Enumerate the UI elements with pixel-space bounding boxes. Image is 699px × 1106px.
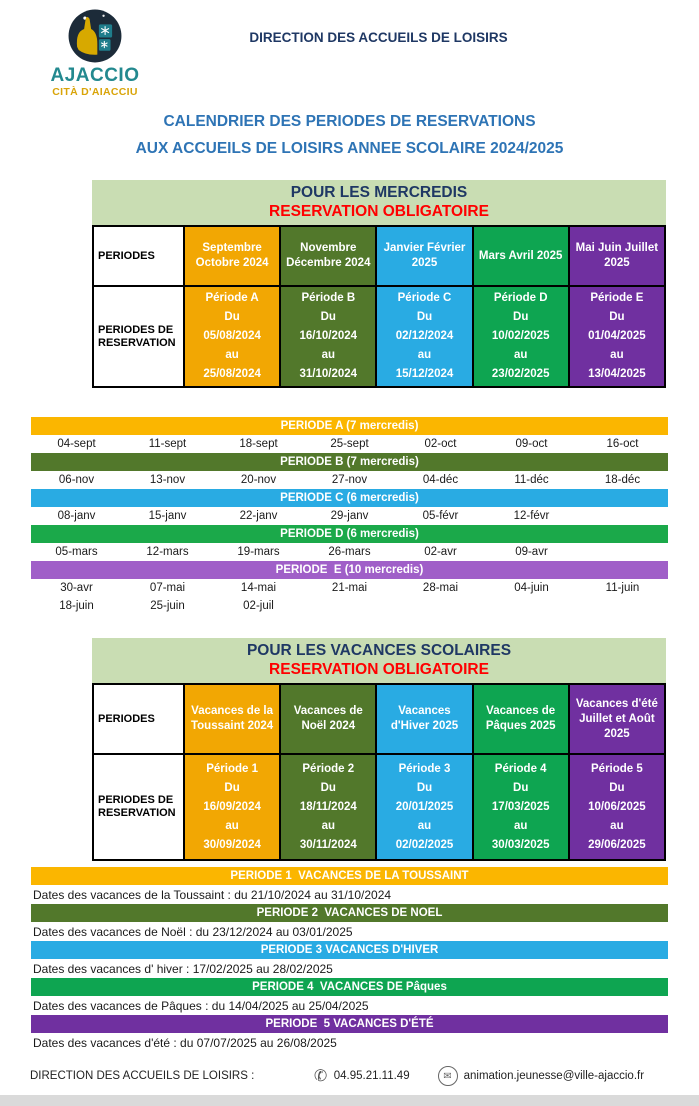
reservation-period-cell: [377, 287, 473, 388]
period-header-cell: Janvier Février 2025: [377, 227, 473, 287]
mercredis-subtitle: RESERVATION OBLIGATOIRE: [269, 203, 489, 220]
logo-city-subtitle: CITÀ D'AIACCIU: [52, 85, 138, 98]
period-end-date: 29/06/2025: [588, 838, 646, 851]
mercredis-table: [92, 225, 666, 388]
period-header-cell: Vacances d'Hiver 2025: [377, 685, 473, 755]
period-header-cell: Novembre Décembre 2024: [281, 227, 377, 287]
du-label: Du: [320, 311, 336, 323]
footer-label: DIRECTION DES ACCUEILS DE LOISIRS :: [30, 1070, 255, 1082]
schedule-date: 11-juin: [605, 582, 640, 594]
dates-row: [31, 597, 668, 615]
schedule-date: 29-janv: [330, 510, 369, 522]
au-label: au: [513, 349, 528, 361]
footer-phone-number: 04.95.21.11.49: [333, 1070, 410, 1082]
schedule-date: 04-juin: [514, 582, 549, 594]
schedule-date: 15-janv: [148, 510, 187, 522]
du-label: Du: [609, 781, 625, 794]
main-title-line2: AUX ACCUEILS DE LOISIRS ANNEE SCOLAIRE 2024/2025: [135, 140, 564, 157]
schedule-date: 05-mars: [55, 546, 98, 558]
schedule-date: 09-avr: [515, 546, 548, 558]
vacation-dates-text: Dates des vacances d'été : du 07/07/2025 au 26/08/2025: [33, 1035, 337, 1050]
au-label: au: [417, 819, 432, 832]
period-header-cell: Vacances de Noël 2024: [281, 685, 377, 755]
schedule-date: 09-oct: [515, 438, 548, 450]
period-band: PERIODE 4 VACANCES DE Pâques: [31, 978, 668, 996]
table-row-label: PERIODES: [94, 227, 185, 287]
period-name: Période C: [397, 292, 452, 304]
period-band: PERIODE A (7 mercredis): [31, 417, 668, 435]
du-label: Du: [224, 311, 240, 323]
period-start-date: 17/03/2025: [491, 800, 550, 813]
period-band: PERIODE 3 VACANCES D'HIVER: [31, 941, 668, 959]
period-header-cell: Vacances de la Toussaint 2024: [185, 685, 281, 755]
schedule-date: 28-mai: [422, 582, 459, 594]
period-start-date: 18/11/2024: [299, 800, 357, 813]
vacation-dates-text: Dates des vacances d' hiver : 17/02/2025 au 28/02/2025: [33, 961, 333, 976]
vacation-dates-text: Dates des vacances de la Toussaint : du 21/10/2024 au 31/10/2024: [33, 887, 392, 902]
period-start-date: 02/12/2024: [395, 330, 454, 342]
du-label: Du: [416, 311, 433, 323]
period-header-cell: Vacances d'été Juillet et Août 2025: [570, 685, 666, 755]
vacation-details: [31, 867, 668, 1052]
table-row-label: PERIODES: [94, 685, 185, 755]
schedule-date: 16-oct: [606, 438, 639, 450]
schedule-date: 26-mars: [328, 546, 371, 558]
footer-phone-group: [314, 1066, 409, 1086]
period-band: PERIODE 5 VACANCES D'ÉTÉ: [31, 1015, 668, 1033]
period-start-date: 20/01/2025: [395, 800, 454, 813]
period-band: PERIODE E (10 mercredis): [31, 561, 668, 579]
footer-mail-group: [438, 1066, 644, 1086]
reservation-period-cell: [570, 755, 666, 861]
schedule-date: 11-sept: [148, 438, 187, 450]
period-band: PERIODE C (6 mercredis): [31, 489, 668, 507]
schedule-date: 07-mai: [149, 582, 186, 594]
period-name: Période 4: [494, 762, 547, 775]
period-start-date: 01/04/2025: [588, 330, 646, 342]
period-name: Période 2: [302, 762, 355, 775]
city-logo-block: [40, 8, 150, 98]
period-header-cell: Vacances de Pâques 2025: [474, 685, 570, 755]
footer: [30, 1066, 679, 1086]
phone-icon: ✆: [313, 1066, 330, 1087]
reservation-period-cell: [281, 287, 377, 388]
logo-city-name: AJACCIO: [50, 65, 140, 86]
period-name: Période E: [590, 292, 644, 304]
period-end-date: 23/02/2025: [491, 368, 550, 380]
au-label: au: [225, 349, 239, 361]
reservation-period-cell: [377, 755, 473, 861]
wednesday-schedule: [31, 417, 668, 615]
dates-row: [31, 471, 668, 489]
period-band: PERIODE B (7 mercredis): [31, 453, 668, 471]
period-end-date: 15/12/2024: [395, 368, 454, 380]
table-row-label: PERIODES DE RESERVATION: [94, 755, 185, 861]
au-label: au: [321, 819, 335, 832]
vacation-dates-text: Dates des vacances de Noël : du 23/12/2024 au 03/01/2025: [33, 924, 353, 939]
period-name: Période 1: [206, 762, 258, 775]
du-label: Du: [320, 781, 336, 794]
schedule-date: 14-mai: [240, 582, 277, 594]
period-end-date: 30/09/2024: [203, 838, 261, 851]
schedule-date: 27-nov: [331, 474, 368, 486]
schedule-date: 21-mai: [331, 582, 368, 594]
reservation-period-cell: [185, 287, 281, 388]
mail-icon: [438, 1066, 458, 1086]
schedule-date: 20-nov: [240, 474, 277, 486]
schedule-date: 08-janv: [57, 510, 96, 522]
vacation-dates-text: Dates des vacances de Pâques : du 14/04/2025 au 25/04/2025: [33, 998, 369, 1013]
section-vacances: [92, 638, 666, 861]
schedule-date: 02-oct: [424, 438, 457, 450]
schedule-date: 04-déc: [422, 474, 459, 486]
schedule-date: 12-févr: [513, 510, 550, 522]
dates-row: [31, 507, 668, 525]
period-start-date: 10/02/2025: [491, 330, 550, 342]
vacances-title: POUR LES VACANCES SCOLAIRES: [246, 642, 512, 659]
period-end-date: 31/10/2024: [299, 368, 358, 380]
dates-row: [31, 435, 668, 453]
schedule-date: 02-avr: [424, 546, 457, 558]
period-band: PERIODE 1 VACANCES DE LA TOUSSAINT: [31, 867, 668, 885]
footer-email: animation.jeunesse@ville-ajaccio.fr: [463, 1070, 645, 1082]
period-band: PERIODE D (6 mercredis): [31, 525, 668, 543]
vacances-subtitle: RESERVATION OBLIGATOIRE: [269, 661, 489, 678]
vacances-table: [92, 683, 666, 861]
schedule-date: 18-déc: [604, 474, 641, 486]
period-end-date: 02/02/2025: [395, 838, 454, 851]
period-start-date: 16/10/2024: [299, 330, 358, 342]
period-name: Période A: [205, 292, 259, 304]
au-label: au: [610, 819, 624, 832]
main-title-line1: CALENDRIER DES PERIODES DE RESERVATIONS: [163, 113, 536, 130]
page-bottom-strip: [0, 1095, 699, 1106]
au-label: au: [513, 819, 528, 832]
schedule-date: 18-sept: [239, 438, 278, 450]
period-start-date: 16/09/2024: [203, 800, 261, 813]
schedule-date: 19-mars: [237, 546, 280, 558]
schedule-date: 04-sept: [57, 438, 96, 450]
period-start-date: 10/06/2025: [588, 800, 646, 813]
period-end-date: 30/11/2024: [299, 838, 357, 851]
au-label: au: [417, 349, 432, 361]
dates-row: [31, 543, 668, 561]
au-label: au: [321, 349, 335, 361]
period-header-cell: Mars Avril 2025: [474, 227, 570, 287]
period-name: Période 5: [591, 762, 643, 775]
du-label: Du: [513, 781, 529, 794]
du-label: Du: [609, 311, 625, 323]
du-label: Du: [416, 781, 433, 794]
schedule-date: 06-nov: [58, 474, 95, 486]
period-name: Période 3: [398, 762, 451, 775]
schedule-date: 25-juin: [150, 600, 185, 612]
au-label: au: [610, 349, 624, 361]
mail-icon-glyph: ✉: [443, 1070, 452, 1082]
schedule-date: 11-déc: [514, 474, 549, 486]
period-header-cell: Septembre Octobre 2024: [185, 227, 281, 287]
main-title: [0, 108, 699, 162]
mercredis-header-band: [92, 180, 666, 225]
period-start-date: 05/08/2024: [203, 330, 261, 342]
direction-title: DIRECTION DES ACCUEILS DE LOISIRS: [249, 30, 508, 45]
schedule-date: 02-juil: [243, 600, 274, 612]
reservation-period-cell: [185, 755, 281, 861]
du-label: Du: [513, 311, 529, 323]
period-end-date: 25/08/2024: [203, 368, 261, 380]
schedule-date: 30-avr: [60, 582, 93, 594]
section-mercredis: [92, 180, 666, 388]
period-header-cell: Mai Juin Juillet 2025: [570, 227, 666, 287]
schedule-date: 05-févr: [422, 510, 459, 522]
period-band: PERIODE 2 VACANCES DE NOEL: [31, 904, 668, 922]
schedule-date: 25-sept: [330, 438, 369, 450]
reservation-period-cell: [570, 287, 666, 388]
du-label: Du: [224, 781, 240, 794]
period-end-date: 13/04/2025: [588, 368, 646, 380]
mercredis-title: POUR LES MERCREDIS: [290, 184, 468, 201]
schedule-date: 12-mars: [146, 546, 189, 558]
period-name: Période B: [301, 292, 356, 304]
table-row-label: PERIODES DE RESERVATION: [94, 287, 185, 388]
dates-row: [31, 579, 668, 597]
vacances-header-band: [92, 638, 666, 683]
schedule-date: 22-janv: [239, 510, 278, 522]
au-label: au: [225, 819, 239, 832]
reservation-period-cell: [281, 755, 377, 861]
reservation-period-cell: [474, 287, 570, 388]
reservation-period-cell: [474, 755, 570, 861]
period-end-date: 30/03/2025: [491, 838, 550, 851]
period-name: Période D: [493, 292, 548, 304]
schedule-date: 13-nov: [149, 474, 186, 486]
schedule-date: 18-juin: [59, 600, 94, 612]
